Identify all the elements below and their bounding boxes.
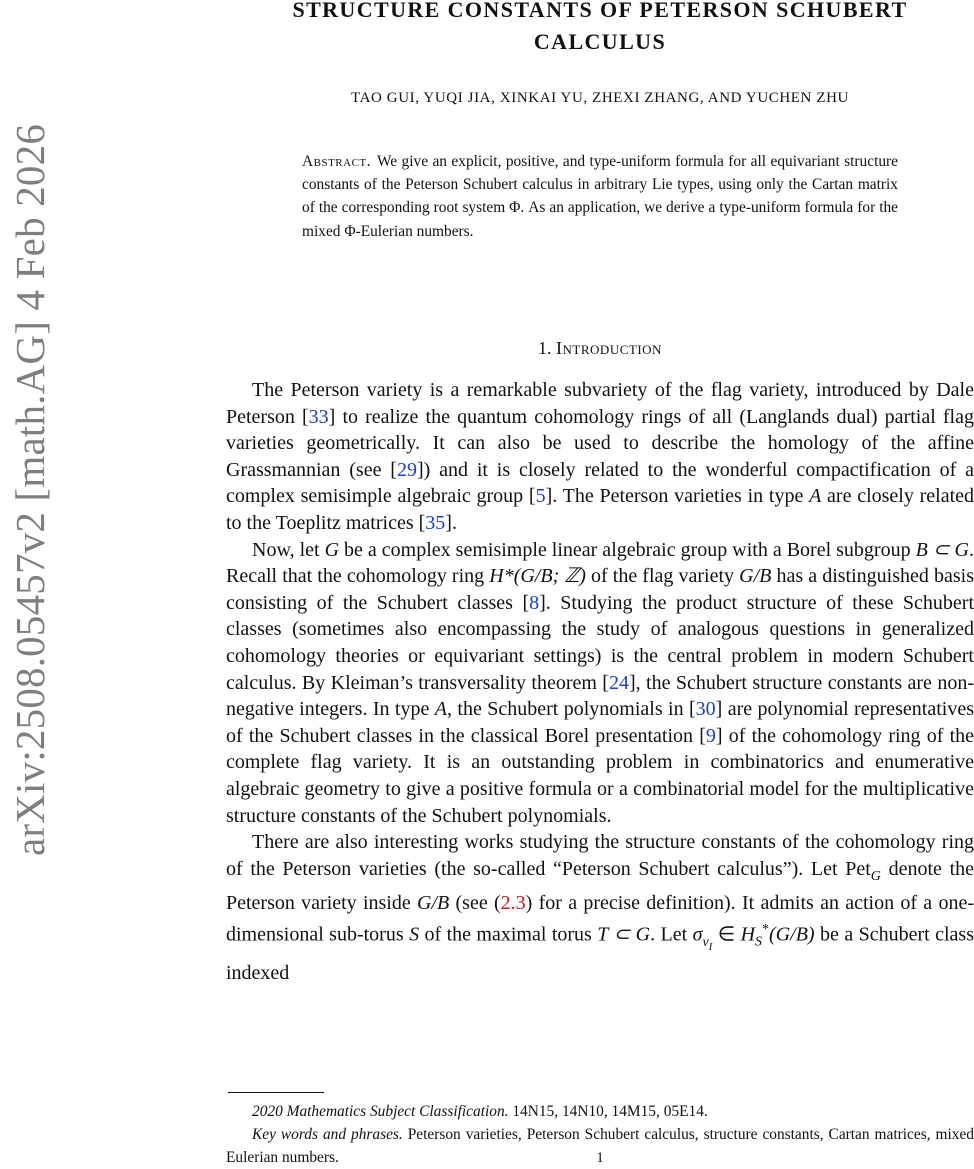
citation-link[interactable]: 29: [396, 458, 417, 481]
footnote-rule: [228, 1092, 324, 1093]
msc-footnote: 2020 Mathematics Subject Classification. 14N15, 14N10, 14M15, 05E14.: [252, 1103, 708, 1120]
body-text: [226, 377, 974, 987]
citation-link[interactable]: 8: [529, 591, 540, 614]
section-title: Introduction: [556, 338, 662, 358]
abstract: [302, 150, 898, 243]
paragraph-2: Now, let G be a complex semisimple linear algebraic group with a Borel subgroup B ⊂ G. Recall that the cohomology ring H*(G/B; ℤ) of the flag variety G/B has a distinguished basis consisting of the Schubert classes [8]. Studying the product structure of these Schubert classes (sometimes also encompassing the study of analogous questions in generalized cohomology theories or equivariant settings) is the central problem in modern Schubert calculus. By Kleiman’s transversality theorem [24], the Schubert structure constants are non-negative integers. In type A, the Schubert polynomials in [30] are polynomial representatives of the Schubert classes in the classical Borel presentation [9] of the cohomology ring of the complete flag variety. It is an outstanding problem in combinatorics and enumerative algebraic geometry to give a positive formula or a combinatorial model for the multiplicative structure constants of the Schubert polynomials.: [226, 538, 974, 827]
keywords-footnote: Key words and phrases. Peterson varieties, Peterson Schubert calculus, structure constants, Cartan matrices, mixed Eulerian numbers.: [226, 1126, 974, 1166]
equation-reference-link[interactable]: 2.3: [500, 892, 526, 915]
author-list: TAO GUI, YUQI JIA, XINKAI YU, ZHEXI ZHANG, AND YUCHEN ZHU: [351, 90, 849, 106]
paper-title: [228, 0, 972, 58]
paragraph-1: The Peterson variety is a remarkable subvariety of the flag variety, introduced by Dale Peterson [33] to realize the quantum cohomology rings of all (Langlands dual) partial flag varieties geometrically. It can also be used to describe the homology of the affine Grassmannian (see [29]) and it is closely related to the wonderful compactification of a complex semisimple algebraic group [5]. The Peterson varieties in type A are closely related to the Toeplitz matrices [35].: [226, 379, 974, 534]
page-number: 1: [596, 1150, 604, 1166]
section-number: 1.: [538, 338, 552, 358]
section-heading: [228, 338, 972, 359]
citation-link[interactable]: 35: [425, 511, 446, 534]
arxiv-sidebar: [0, 0, 60, 1166]
title-line-2: CALCULUS: [533, 29, 667, 54]
citation-link[interactable]: 33: [308, 405, 329, 428]
abstract-label: Abstract.: [302, 153, 371, 170]
citation-link[interactable]: 9: [705, 724, 716, 747]
arxiv-identifier: arXiv:2508.05457v2 [math.AG] 4 Feb 2026: [7, 123, 53, 857]
abstract-text: We give an explicit, positive, and type-uniform formula for all equivariant structure constants of the Peterson Schubert calculus in arbitrary Lie types, using only the Cartan matrix of the corresponding root system Φ. As an application, we derive a type-uniform formula for the mixed Φ-Eulerian numbers.: [302, 153, 898, 240]
citation-link[interactable]: 30: [695, 698, 716, 721]
paragraph-3: There are also interesting works studying the structure constants of the cohomology ring of the Peterson varieties (the so-called “Peterson Schubert calculus”). Let Pet$_G$ denote the Peterson variety inside G/B (see (2.3) for a precise definition). It admits an action of a one-dimensional sub-torus S of the maximal torus T ⊂ G. Let $\sigma_{v_I}$ ∈ $H_S^*(G/B)$ be a Schubert class indexed: [226, 831, 974, 984]
citation-link[interactable]: 5: [535, 485, 546, 508]
title-line-1: STRUCTURE CONSTANTS OF PETERSON SCHUBERT: [292, 0, 908, 22]
citation-link[interactable]: 24: [608, 671, 629, 694]
